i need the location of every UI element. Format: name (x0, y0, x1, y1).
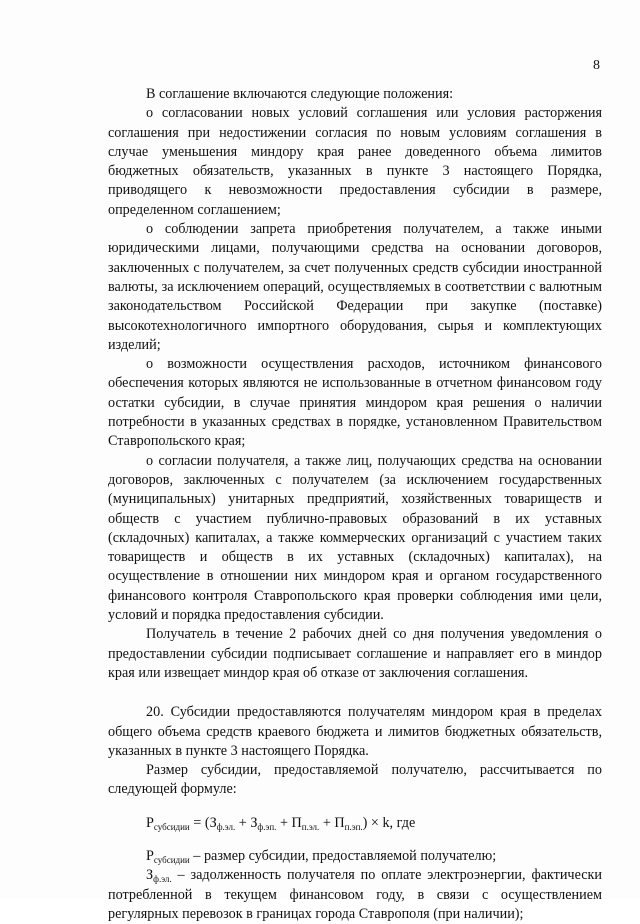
definition-r (108, 847, 602, 866)
formula-r: P (146, 814, 154, 831)
formula-p1-sub: п.эл. (301, 821, 320, 832)
paragraph-item-3: о возможности осуществления расходов, источником финансового обеспечения которых являются не использованные в отчетном финансовом году остатки субсидии, в случае принятия миндором края решения о наличии потребности в указанных средствах в порядке, установленном Правительством Ставропольского края; (108, 356, 602, 450)
paragraph-item-4: о согласии получателя, а также лиц, получающих средства на основании договоров, заключенных с получателем (за исключением государственных (муниципальных) унитарных предприятий, хозяйственных товариществ и обществ с участием публично-правовых образований в их уставных (складочных) капиталах, а также коммерческих организаций с участием таких товариществ и обществ в их уставных (складочных) капиталах), на осуществление в отношении них миндором края и органом государственного финансового контроля Ставропольского края проверки соблюдения ими цели, условий и порядка предоставления субсидии. (108, 452, 602, 624)
formula-r-sub: субсидии (153, 821, 190, 832)
page-number: 8 (593, 58, 600, 73)
definition-r-symbol: P (146, 847, 154, 864)
formula-plus-3: + П (319, 814, 345, 831)
paragraph-item-2: о соблюдении запрета приобретения получателем, а также иными юридическими лицами, получающими средства на основании договоров, заключенных с получателем, за счет полученных средств субсидии иностранной валюты, за исключением операций, осуществляемых в соответствии с валютным законодательством Российской Федерации при закупке (поставке) высокотехнологичного импортного оборудования, сырья и комплектующих изделий; (108, 221, 602, 353)
subsidy-formula (108, 814, 602, 833)
definition-z (108, 866, 602, 924)
document-body (108, 85, 602, 924)
formula-tail: ) × k, где (362, 814, 416, 831)
definition-z-text: – задолженность получателя по оплате электроэнергии, фактически потребленной в текущем финансовом году, в связи с осуществлением регулярных перевозок в границах города Ставрополя (при наличии); (108, 867, 602, 922)
formula-plus-2: + П (276, 814, 302, 831)
formula-z1-sub: ф.эл. (216, 821, 236, 832)
paragraph-intro: В соглашение включаются следующие положения: (146, 86, 454, 102)
definition-r-sub: субсидии (153, 854, 190, 865)
paragraph-size-intro: Размер субсидии, предоставляемой получателю, рассчитывается по следующей формуле: (108, 762, 602, 798)
paragraph-signing: Получатель в течение 2 рабочих дней со дня получения уведомления о предоставлении субсидии подписывает соглашение и направляет его в миндор края или извещает миндор края об отказе от заключения соглашения. (108, 626, 602, 681)
definition-r-text: – размер субсидии, предоставляемой получателю; (189, 847, 497, 864)
definition-z-sub: ф.эл. (153, 874, 172, 885)
formula-z2-sub: ф.эп. (257, 821, 277, 832)
formula-p2-sub: п.эп. (344, 821, 363, 832)
formula-eq-open: = (З (189, 814, 217, 831)
definition-z-symbol: З (146, 867, 154, 884)
paragraph-item-1: о согласовании новых условий соглашения или условия расторжения соглашения при недостижении согласия по новым условиям соглашения в случае уменьшения миндору края ранее доведенного объема лимитов бюджетных обязательств, указанных в пункте 3 настоящего Порядка, приводящего к невозможности предоставления субсидии в размере, определенном соглашением; (108, 105, 602, 218)
paragraph-clause-20: 20. Субсидии предоставляются получателям миндором края в пределах общего объема средств краевого бюджета и лимитов бюджетных обязательств, указанных в пункте 3 настоящего Порядка. (108, 704, 602, 759)
formula-plus-1: + З (235, 814, 258, 831)
